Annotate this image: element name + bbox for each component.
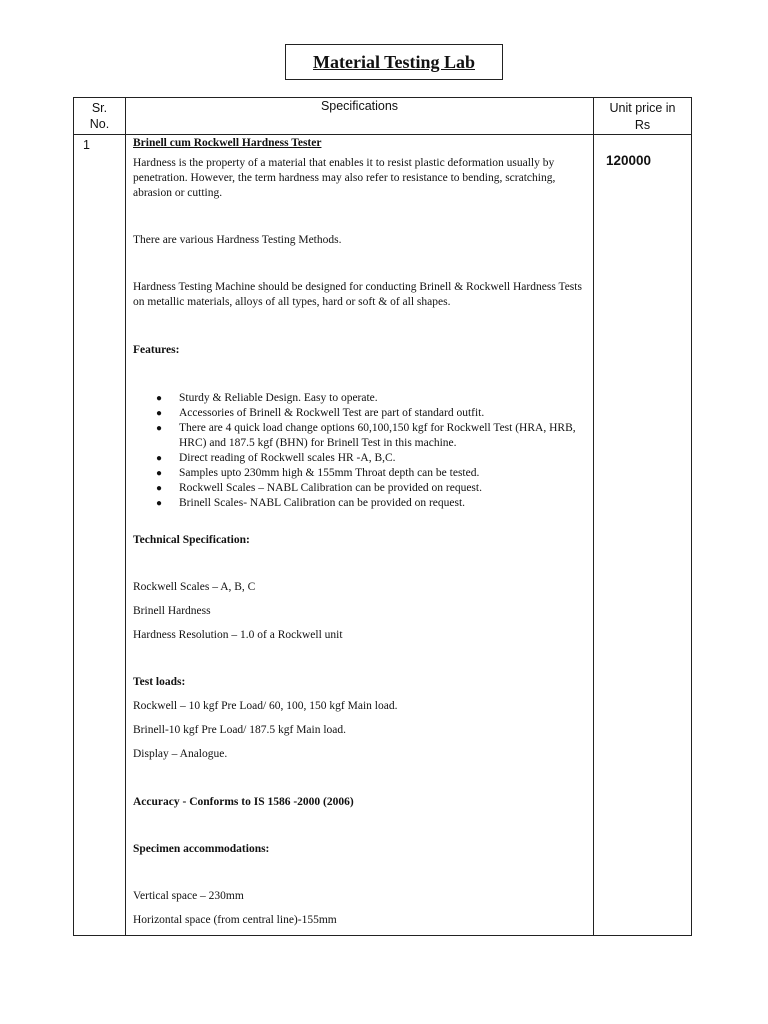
row-sr-no: 1 (74, 135, 126, 936)
display-type: Display – Analogue. (133, 748, 228, 760)
hardness-resolution: Hardness Resolution – 1.0 of a Rockwell unit (133, 629, 343, 641)
bullet-icon: ● (156, 393, 163, 404)
features-list (133, 391, 583, 511)
header-sr-line1: Sr. (91, 101, 108, 115)
design-paragraph: Hardness Testing Machine should be designed for conducting Brinell & Rockwell Hardness Tests on metallic materials, alloys of all types, hard or soft & of all shapes. (133, 281, 582, 308)
bullet-icon: ● (156, 498, 163, 509)
product-name: Brinell cum Rockwell Hardness Tester (133, 137, 322, 149)
header-sr-line2: No. (89, 117, 110, 131)
table-row (74, 135, 692, 936)
specimen-heading: Specimen accommodations: (133, 843, 270, 855)
features-heading: Features: (133, 344, 180, 356)
technical-spec-heading: Technical Specification: (133, 534, 250, 546)
list-item: ● Direct reading of Rockwell scales HR -A, B,C. (156, 452, 396, 464)
row-specifications (126, 135, 594, 936)
page-title: Material Testing Lab (285, 44, 503, 80)
bullet-icon: ● (156, 408, 163, 419)
brinell-load: Brinell-10 kgf Pre Load/ 187.5 kgf Main load. (133, 724, 347, 736)
header-price-line2: Rs (634, 118, 651, 132)
list-item: ● There are 4 quick load change options 60,100,150 kgf for Rockwell Test (HRA, HRB, HRC) and 187.5 kgf (BHN) for Brinell Test in this machine. (156, 422, 576, 449)
methods-paragraph: There are various Hardness Testing Methods. (133, 234, 342, 246)
horizontal-space: Horizontal space (from central line)-155mm (133, 914, 337, 926)
rockwell-load: Rockwell – 10 kgf Pre Load/ 60, 100, 150 kgf Main load. (133, 700, 398, 712)
bullet-icon: ● (156, 468, 163, 479)
header-price-line1: Unit price in (609, 101, 676, 115)
bullet-icon: ● (156, 483, 163, 494)
vertical-space: Vertical space – 230mm (133, 890, 244, 902)
list-item: ● Samples upto 230mm high & 155mm Throat depth can be tested. (156, 467, 480, 479)
table-header-row (74, 98, 692, 135)
list-item: ● Rockwell Scales – NABL Calibration can be provided on request. (156, 482, 482, 494)
bullet-icon: ● (156, 423, 163, 434)
list-item: ● Accessories of Brinell & Rockwell Test are part of standard outfit. (156, 407, 485, 419)
brinell-hardness: Brinell Hardness (133, 605, 211, 617)
bullet-icon: ● (156, 453, 163, 464)
list-item: ● Sturdy & Reliable Design. Easy to operate. (156, 392, 378, 404)
list-item: ● Brinell Scales- NABL Calibration can be provided on request. (156, 497, 466, 509)
header-unit-price (594, 98, 692, 135)
header-sr-no (74, 98, 126, 135)
intro-paragraph: Hardness is the property of a material that enables it to resist plastic deformation usually by penetration. However, the term hardness may also refer to resistance to bending, scratching, abrasion or cutting. (133, 157, 556, 199)
accuracy-standard: Accuracy - Conforms to IS 1586 -2000 (2006) (133, 796, 354, 808)
header-specifications: Specifications (126, 98, 594, 135)
rockwell-scales: Rockwell Scales – A, B, C (133, 581, 256, 593)
specification-table (73, 97, 692, 936)
row-unit-price: 120000 (594, 135, 692, 936)
test-loads-heading: Test loads: (133, 676, 186, 688)
